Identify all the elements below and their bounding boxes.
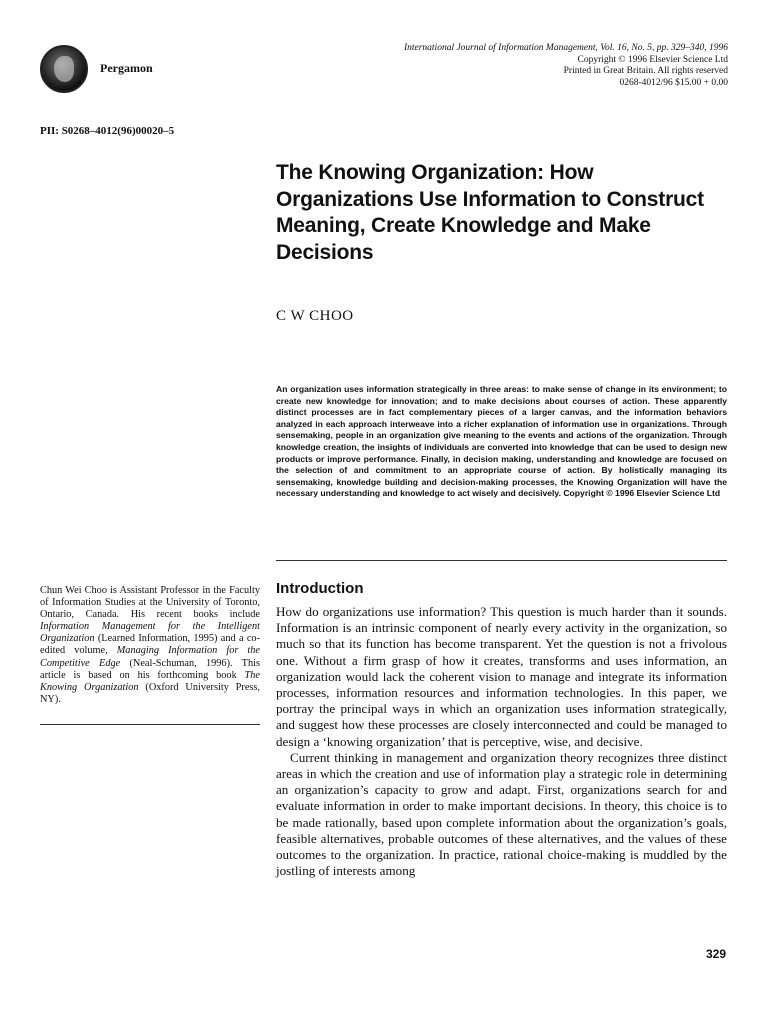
journal-citation: International Journal of Information Management, Vol. 16, No. 5, pp. 329–340, 1996: [403, 43, 728, 53]
pergamon-logo: [40, 45, 88, 93]
bio-text-4: (Oxford University Press, NY).: [40, 681, 260, 705]
article-title: The Knowing Organization: How Organizations Use Information to Construct Meaning, Create Knowledge and Make Decisions: [276, 161, 704, 264]
bio-book-2: Managing Information for the Competitive Edge: [40, 645, 260, 669]
publisher-name: Pergamon: [100, 61, 153, 75]
author-bio: [40, 585, 260, 706]
bio-book-1: Information Management for the Intelligent Organization: [40, 621, 260, 645]
abstract-divider: [276, 560, 727, 561]
body-paragraph-1: How do organizations use information? This question is much harder than it sounds. Information is an intrinsic component of nearly every activity in the organization, so much so that its function has become transparent. Yet the question is not a frivolous one. Without a firm grasp of how it creates, transforms and uses information, an organization would lack the coherent vision to manage and integrate its information processes, information resources and information technologies. In this paper, we portray the principal ways in which an organization uses information strategically, and suggest how these processes are closely interconnected and could be managed to design a ‘knowing organization’ that is perceptive, wise, and decisive.: [276, 604, 727, 749]
body-paragraph-2: Current thinking in management and organization theory recognizes three distinct areas in which the creation and use of information play a strategic role in determining an organization’s capacity to grow and adapt. First, organizations search for and evaluate information in order to make important decisions. In theory, this choice is to be made rationally, based upon complete information about the organization’s goals, feasible alternatives, probable outcomes of these alternatives, and the values of these outcomes to the organization. In practice, rational choice-making is muddled by the jostling of interests among: [276, 749, 727, 879]
copyright-line: Copyright © 1996 Elsevier Science Ltd: [577, 54, 728, 65]
bio-text-2: (Learned Information, 1995) and a co-edited volume,: [40, 633, 260, 657]
bio-text-1: Chun Wei Choo is Assistant Professor in the Faculty of Information Studies at the University of Toronto, Ontario, Canada. His recent books include: [40, 585, 260, 621]
section-body: [276, 604, 727, 879]
bio-divider: [40, 724, 260, 725]
section-heading: Introduction: [276, 580, 364, 597]
bio-text-3: (Neal-Schuman, 1996). This article is based on his forthcoming book: [40, 657, 260, 681]
journal-info: [404, 43, 728, 89]
page-number: 329: [705, 947, 726, 961]
bio-book-3: The Knowing Organization: [40, 669, 260, 693]
issn-line: 0268-4012/96 $15.00 + 0.00: [619, 77, 728, 88]
printed-line: Printed in Great Britain. All rights reserved: [563, 66, 728, 77]
abstract: An organization uses information strategically in three areas: to make sense of change in its environment; to create new knowledge for innovation; and to make decisions about courses of action. These apparently distinct processes are in fact complementary pieces of a larger canvas, and the information behaviors analyzed in each approach interweave into a richer explanation of information use in organizations. Through sensemaking, people in an organization give meaning to the events and actions of the organization. Through knowledge creation, the insights of individuals are converted into knowledge that can be used to design new products or improve performance. Finally, in decision making, understanding and knowledge are focused on the selection of and commitment to an appropriate course of action. By holistically managing its sensemaking, knowledge building and decision-making processes, the Knowing Organization will have the necessary understanding and knowledge to act wisely and decisively. Copyright © 1996 Elsevier Science Ltd: [276, 384, 727, 499]
author-name: C W CHOO: [276, 308, 354, 324]
pii-identifier: PII: S0268–4012(96)00020–5: [40, 125, 175, 137]
